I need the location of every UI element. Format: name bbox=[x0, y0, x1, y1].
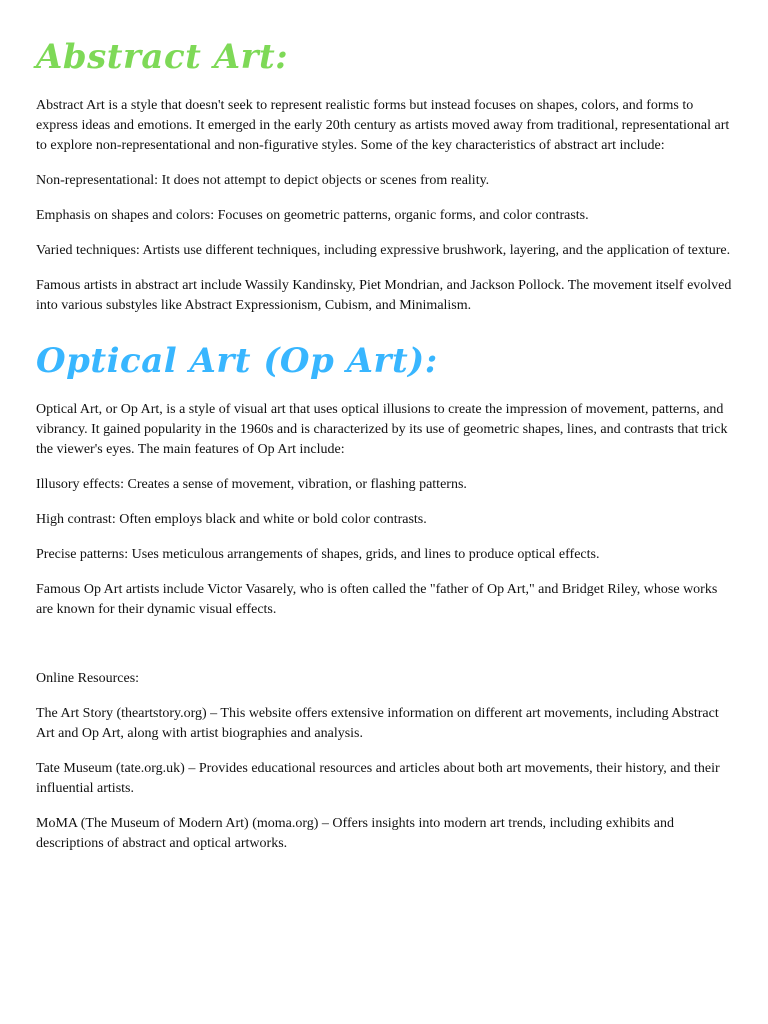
abstract-intro-paragraph: Abstract Art is a style that doesn't seek to represent realistic forms but instead focuses on shapes, colors, and forms to express ideas and emotions. It emerged in the early 20th century as artists moved away from traditional, representational art to explore non-representational and non-figurative styles. Some of the key characteristics of abstract art include: bbox=[36, 98, 730, 153]
abstract-artists-paragraph: Famous artists in abstract art include Wassily Kandinsky, Piet Mondrian, and Jackson Pollock. The movement itself evolved into various substyles like Abstract Expressionism, Cubism, and Minimalism. bbox=[36, 278, 732, 313]
op-art-point-illusory-effects: Illusory effects: Creates a sense of movement, vibration, or flashing patterns. bbox=[36, 477, 467, 492]
online-resources-section bbox=[36, 669, 732, 854]
resource-item-moma: MoMA (The Museum of Modern Art) (moma.org) – Offers insights into modern art trends, including exhibits and descriptions of abstract and optical artworks. bbox=[36, 816, 674, 851]
resource-item-art-story: The Art Story (theartstory.org) – This website offers extensive information on different art movements, including Abstract Art and Op Art, along with artist biographies and analysis. bbox=[36, 706, 719, 741]
op-art-artists-paragraph: Famous Op Art artists include Victor Vasarely, who is often called the "father of Op Art," and Bridget Riley, whose works are known for their dynamic visual effects. bbox=[36, 582, 718, 617]
abstract-art-heading: Abstract Art: bbox=[36, 37, 289, 77]
op-art-intro-paragraph: Optical Art, or Op Art, is a style of visual art that uses optical illusions to create the impression of movement, patterns, and vibrancy. It gained popularity in the 1960s and is characterized by its use of geometric shapes, lines, and contrasts that trick the viewer's eyes. The main features of Op Art include: bbox=[36, 402, 728, 457]
online-resources-heading: Online Resources: bbox=[36, 671, 140, 686]
op-art-heading: Optical Art (Op Art): bbox=[36, 341, 438, 381]
abstract-point-shapes-colors: Emphasis on shapes and colors: Focuses on geometric patterns, organic forms, and color contrasts. bbox=[36, 208, 589, 223]
op-art-section bbox=[36, 400, 732, 620]
op-art-point-high-contrast: High contrast: Often employs black and white or bold color contrasts. bbox=[36, 512, 427, 527]
abstract-art-section bbox=[36, 96, 732, 316]
resource-item-tate: Tate Museum (tate.org.uk) – Provides educational resources and articles about both art movements, their history, and their influential artists. bbox=[36, 761, 720, 796]
abstract-point-non-representational: Non-representational: It does not attempt to depict objects or scenes from reality. bbox=[36, 173, 490, 188]
abstract-point-varied-techniques: Varied techniques: Artists use different techniques, including expressive brushwork, layering, and the application of texture. bbox=[36, 243, 731, 258]
op-art-point-precise-patterns: Precise patterns: Uses meticulous arrangements of shapes, grids, and lines to produce optical effects. bbox=[36, 547, 600, 562]
